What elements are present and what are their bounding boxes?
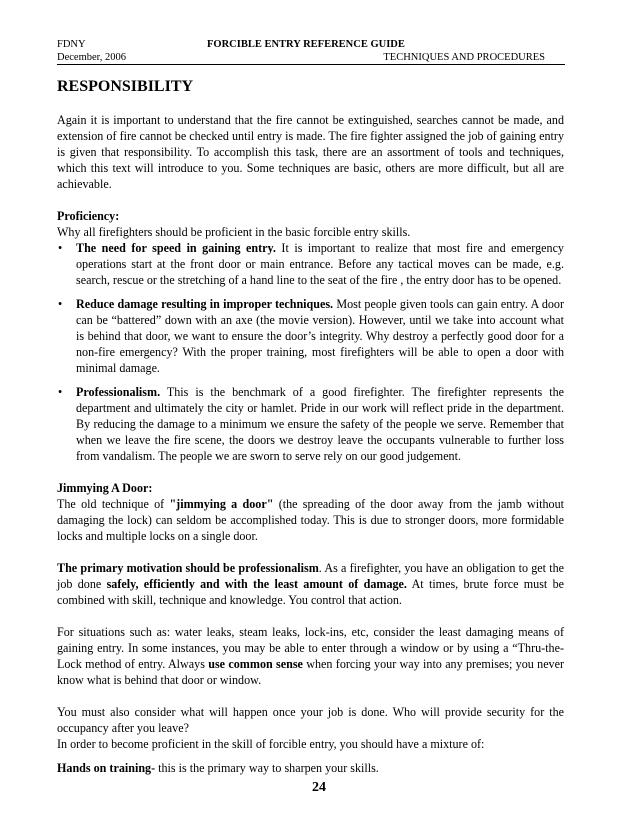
bullet-icon: •: [58, 385, 63, 399]
mixture-line: In order to become proficient in the skill of forcible entry, you should have a mixture of:: [57, 737, 485, 751]
intro-paragraph: Again it is important to understand that the fire cannot be extinguished, searches cannot be made, and extension of fire cannot be checked until entry is made. The fire fighter assigned the job of gaining entry is given that responsibility. To accomplish this task, there are an assortment of tools and techniques, which this text will introduce to you. Some techniques are basic, others are more difficult, but all are achievable.: [57, 113, 564, 191]
header-rule: [57, 64, 565, 65]
proficiency-list: [57, 240, 564, 464]
header-title: FORCIBLE ENTRY REFERENCE GUIDE: [207, 39, 405, 50]
list-item: [57, 296, 564, 376]
list-item: [57, 384, 564, 464]
bullet-bold: Professionalism.: [76, 385, 161, 399]
situations-paragraph: For situations such as: water leaks, steam leaks, lock-ins, etc, consider the least damaging means of gaining entry. In some instances, you may be able to enter through a window or by using a “Thru-the-Lock method of entry. Always use common sense when forcing your way into any premises; you never know what is behind that door or window.: [57, 625, 565, 687]
page-header: [57, 38, 565, 64]
proficiency-title: Proficiency:: [57, 209, 120, 223]
jimmying-title: Jimmying A Door:: [57, 481, 153, 495]
page-number: 24: [312, 780, 326, 795]
bullet-text: It is important to realize that most fire and emergency operations start at the front door or main entrance. Before any tactical moves can be made, e.g. search, rescue or the stretching of a hand line to the seat of the fire , the entry door has to be opened.: [76, 241, 564, 287]
bullet-icon: •: [58, 241, 63, 255]
header-org: FDNY: [57, 39, 86, 50]
header-date: December, 2006: [57, 52, 126, 63]
security-paragraph: You must also consider what will happen once your job is done. Who will provide security for the occupancy after you leave?: [57, 705, 564, 735]
bullet-text: Most people given tools can gain entry. A door can be “battered” down with an axe (the movie version). However, until we take into account what is behind that door, we want to ensure the door’s integrity. Why destroy a perfectly good door for a non-fire emergency? With the proper training, most firefighters will be able to open a door with minimal damage.: [76, 297, 564, 375]
page-heading: RESPONSIBILITY: [57, 78, 194, 95]
proficiency-lead: Why all firefighters should be proficient in the basic forcible entry skills.: [57, 225, 411, 239]
jimmying-paragraph: The old technique of "jimmying a door" (the spreading of the door away from the jamb without damaging the lock) can seldom be accomplished today. This is due to stronger doors, more formidable locks and multiple locks on a single door.: [57, 497, 564, 543]
bullet-bold: The need for speed in gaining entry.: [76, 241, 276, 255]
bullet-bold: Reduce damage resulting in improper techniques.: [76, 297, 334, 311]
page-content: [57, 76, 564, 776]
training-line: Hands on training- this is the primary way to sharpen your skills.: [57, 761, 379, 775]
bullet-icon: •: [58, 297, 63, 311]
list-item: [57, 240, 564, 288]
header-section: TECHNIQUES AND PROCEDURES: [383, 52, 545, 63]
motivation-paragraph: The primary motivation should be professionalism. As a firefighter, you have an obligation to get the job done safely, efficiently and with the least amount of damage. At times, brute force must be combined with skill, technique and knowledge. You control that action.: [57, 561, 565, 607]
bullet-text: This is the benchmark of a good firefighter. The firefighter represents the department and ultimately the city or hamlet. Pride in our work will reflect pride in the department. By reducing the damage to a minimum we ensure the safety of the people we serve. Remember that when we leave the fire scene, the doors we destroy leave the occupants vulnerable to further loss from vandalism. The people we are sworn to serve rely on our good judgement.: [76, 385, 564, 463]
